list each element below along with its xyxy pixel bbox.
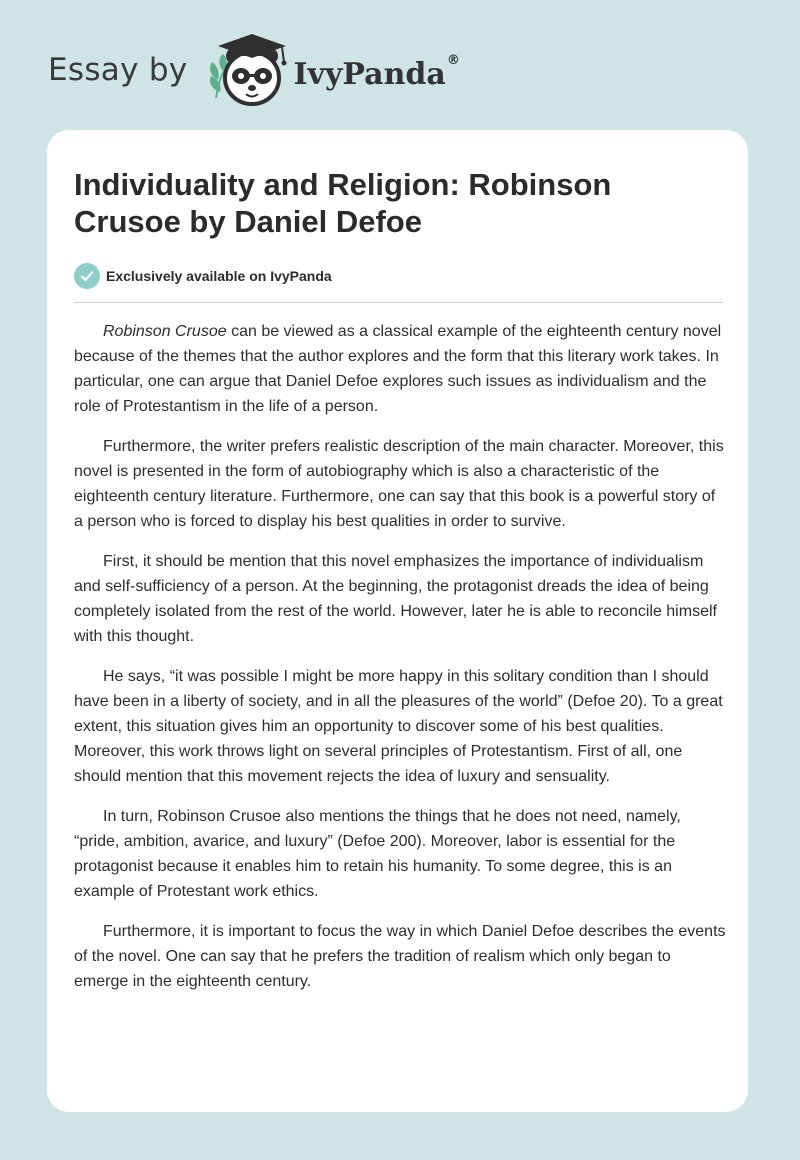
brand-name[interactable] xyxy=(293,52,460,92)
paragraph: In turn, Robinson Crusoe also mentions the things that he does not need, namely, “pride, ambition, avarice, and luxury” (Defoe 200). Moreover, labor is essential for the protagonist because it enables him to retain his humanity. To some degree, this is an example of Protestant work ethics. xyxy=(74,808,681,900)
paragraph xyxy=(74,319,726,419)
site-header xyxy=(48,32,460,112)
page-title: Individuality and Religion: Robinson Crusoe by Daniel Defoe xyxy=(74,167,612,239)
panda-graduate-logo-icon[interactable] xyxy=(204,32,292,112)
essay-by-label: Essay by xyxy=(48,52,188,88)
brand-name-text: IvyPanda xyxy=(293,56,446,92)
paragraph: He says, “it was possible I might be more happy in this solitary condition than I should have been in a liberty of society, and in all the pleasures of the world” (Defoe 20). To a great extent, this situation gives him an opportunity to discover some of his best qualities. Moreover, this work throws light on several principles of Protestantism. First of all, one should mention that this movement rejects the idea of luxury and sensuality. xyxy=(74,668,723,785)
essay-card xyxy=(47,130,748,1112)
paragraph: First, it should be mention that this novel emphasizes the importance of individualism and self-sufficiency of a person. At the beginning, the protagonist dreads the idea of being completely isolated from the rest of the world. However, later he is able to reconcile himself with this thought. xyxy=(74,553,717,645)
exclusive-badge xyxy=(74,263,332,289)
italic-title: Robinson Crusoe xyxy=(103,323,227,340)
paragraph-text: can be viewed as a classical example of the eighteenth century novel because of the themes that the author explores and the form that this literary work takes. In particular, one can argue that Daniel Defoe explores such issues as individualism and the role of Protestantism in the life of a person. xyxy=(74,323,722,415)
registered-mark: ® xyxy=(446,52,460,68)
paragraph: Furthermore, it is important to focus the way in which Daniel Defoe describes the events of the novel. One can say that he prefers the tradition of realism which only began to emerge in the eighteenth century. xyxy=(74,923,726,990)
paragraph: Furthermore, the writer prefers realistic description of the main character. Moreover, this novel is presented in the form of autobiography which is also a characteristic of the eighteenth century literature. Furthermore, one can say that this book is a powerful story of a person who is forced to display his best qualities in order to survive. xyxy=(74,438,724,530)
check-circle-icon xyxy=(74,263,100,289)
divider xyxy=(74,302,723,303)
badge-label: Exclusively available on IvyPanda xyxy=(106,268,332,284)
essay-body xyxy=(74,319,726,1009)
